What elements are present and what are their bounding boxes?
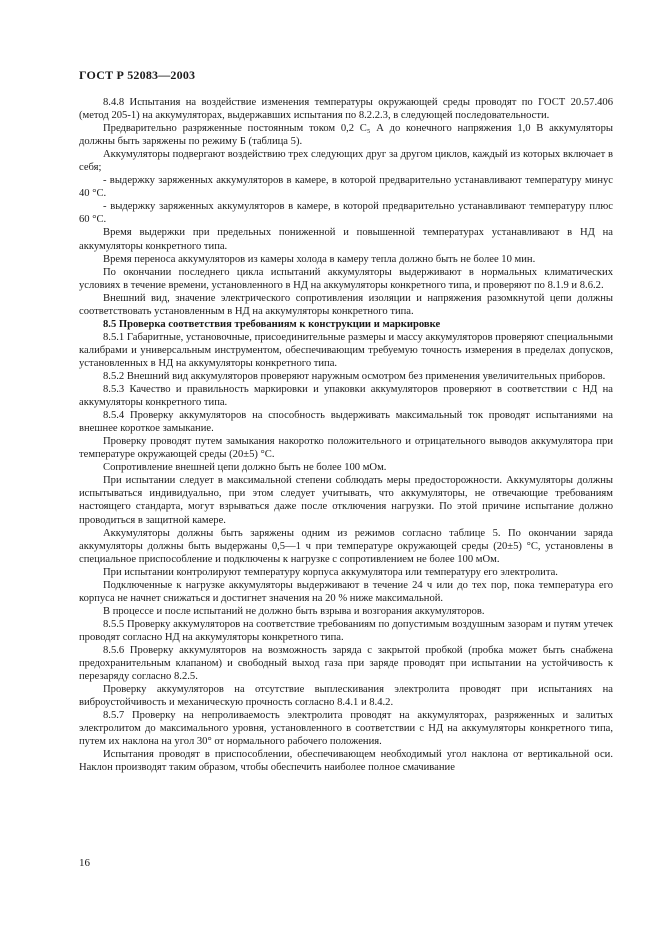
paragraph: Внешний вид, значение электрического сопротивления изоляции и напряжения разомкнутой цепи должны соответствовать установленным в НД на аккумуляторы конкретного типа.	[79, 292, 613, 317]
paragraph: Время выдержки при предельных пониженной и повышенной температурах устанавливают в НД на аккумуляторы конкретного типа.	[79, 227, 613, 252]
document-body	[79, 96, 613, 774]
paragraph: При испытании следует в максимальной степени соблюдать меры предосторожности. Аккумуляторы должны испытываться индивидуально, при этом следует учитывать, что аккумуляторы, не отвечающие требованиям настоящего стандарта, могут взрываться даже после отключения нагрузки. По этой причине испытание должно проводиться в защитной камере.	[79, 475, 613, 526]
paragraph: Сопротивление внешней цепи должно быть не более 100 мОм.	[103, 462, 387, 474]
paragraph: Подключенные к нагрузке аккумуляторы выдерживают в течение 24 ч или до тех пор, пока температура его корпуса не начнет снижаться и достигнет значения на 20 % ниже максимальной.	[79, 579, 613, 604]
paragraph: При испытании контролируют температуру корпуса аккумулятора или температуру его электролита.	[103, 566, 558, 578]
paragraph: Проверку аккумуляторов на отсутствие выплескивания электролита проводят при испытаниях на виброустойчивость и механическую прочность согласно 8.4.1 и 8.4.2.	[79, 684, 613, 709]
paragraph: Аккумуляторы подвергают воздействию трех следующих друг за другом циклов, каждый из которых включает в себя;	[79, 149, 613, 174]
paragraph: 8.5.7 Проверку на непроливаемость электролита проводят на аккумуляторах, разряженных и залитых электролитом до максимального уровня, установленного в соответствии с НД на аккумуляторы конкретного типа, путем их наклона на угол 30° от нормального рабочего положения.	[79, 710, 613, 748]
document-header: ГОСТ Р 52083—2003	[79, 68, 196, 82]
paragraph: Проверку проводят путем замыкания накоротко положительного и отрицательного выводов аккумулятора при температуре окружающей среды (20±5) °С.	[79, 436, 613, 461]
paragraph: 8.5.3 Качество и правильность маркировки и упаковки аккумуляторов проверяют в соответствии с НД на аккумуляторы конкретного типа.	[79, 384, 613, 409]
paragraph: Аккумуляторы должны быть заряжены одним из режимов согласно таблице 5. По окончании заряда аккумуляторы должны быть выдержаны 0,5—1 ч при температуре окружающей среды (20±5) °С, установлены в специальное приспособление и подключены к нагрузке с сопротивлением не более 100 мОм.	[79, 527, 613, 565]
section-heading: 8.5 Проверка соответствия требованиям к конструкции и маркировке	[103, 318, 441, 330]
paragraph: - выдержку заряженных аккумуляторов в камере, в которой предварительно устанавливают температуру минус 40 °С.	[79, 175, 613, 200]
paragraph: По окончании последнего цикла испытаний аккумуляторы выдерживают в нормальных климатических условиях в течение времени, установленного в НД на аккумуляторы конкретного типа, и проверяют по 8.1.9 и 8.6.2.	[79, 266, 613, 291]
paragraph: - выдержку заряженных аккумуляторов в камере, в которой предварительно устанавливают температуру плюс 60 °С.	[79, 201, 613, 226]
paragraph: 8.5.6 Проверку аккумуляторов на возможность заряда с закрытой пробкой (пробка может быть снабжена предохранительным клапаном) и свободный выход газа при заряде проводят при испытании на устойчивость к перезаряду согласно 8.2.5.	[79, 644, 613, 683]
page-number: 16	[79, 857, 90, 869]
paragraph: 8.5.2 Внешний вид аккумуляторов проверяют наружным осмотром без применения увеличительных приборов.	[103, 370, 606, 382]
paragraph: Время переноса аккумуляторов из камеры холода в камеру тепла должно быть не более 10 мин.	[103, 253, 536, 265]
paragraph: 8.5.4 Проверку аккумуляторов на способность выдерживать максимальный ток проводят испытаниями на внешнее короткое замыкание.	[79, 410, 613, 435]
paragraph: Испытания проводят в приспособлении, обеспечивающем необходимый угол наклона от вертикальной оси. Наклон производят таким образом, чтобы обеспечить наиболее полное смачивание	[79, 749, 613, 774]
paragraph: Предварительно разряженные постоянным током 0,2 C₅ А до конечного напряжения 1,0 В аккумуляторы должны быть заряжены по режиму Б (таблица 5).	[79, 123, 613, 148]
paragraph: 8.5.5 Проверку аккумуляторов на соответствие требованиям по допустимым воздушным зазорам и путям утечек проводят согласно НД на аккумуляторы конкретного типа.	[79, 618, 613, 643]
paragraph: 8.4.8 Испытания на воздействие изменения температуры окружающей среды проводят по ГОСТ 20.57.406 (метод 205-1) на аккумуляторах, выдержавших испытания по 8.2.2.3, в следующей последовательности.	[79, 97, 613, 122]
paragraph: 8.5.1 Габаритные, установочные, присоединительные размеры и массу аккумуляторов проверяют специальными калибрами и универсальным инструментом, обеспечивающим требуемую точность измерения в пределах допусков, установленных в НД на аккумуляторы конкретного типа.	[79, 331, 613, 369]
paragraph: В процессе и после испытаний не должно быть взрыва и возгорания аккумуляторов.	[103, 605, 485, 617]
